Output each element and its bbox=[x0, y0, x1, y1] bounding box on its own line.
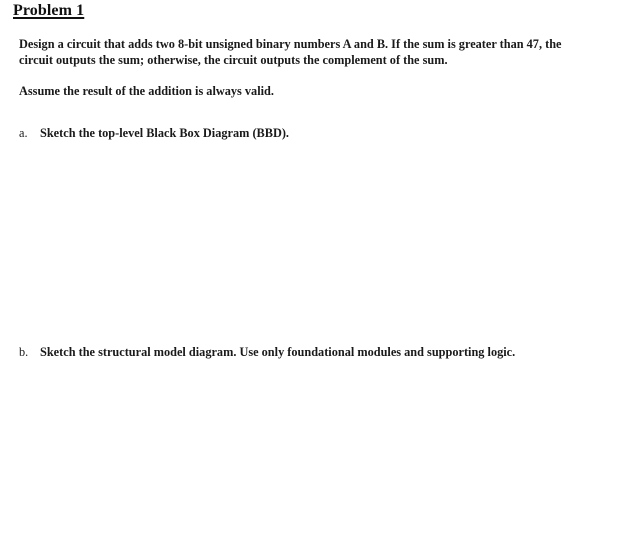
question-letter-b: b. bbox=[19, 345, 29, 359]
question-text-b: Sketch the structural model diagram. Use only foundational modules and supporting logic. bbox=[40, 345, 516, 359]
question-text-a: Sketch the top-level Black Box Diagram (BBD). bbox=[40, 126, 289, 140]
assumption-text: Assume the result of the addition is always valid. bbox=[19, 84, 274, 98]
problem-title: Problem 1 bbox=[13, 2, 85, 19]
question-item-b bbox=[19, 345, 515, 360]
question-item-a bbox=[19, 126, 289, 141]
problem-description: Design a circuit that adds two 8-bit unsigned binary numbers A and B. If the sum is greater than 47, the circuit outputs the sum; otherwise, the circuit outputs the complement of the sum. bbox=[19, 37, 562, 67]
question-letter-a: a. bbox=[19, 126, 28, 140]
